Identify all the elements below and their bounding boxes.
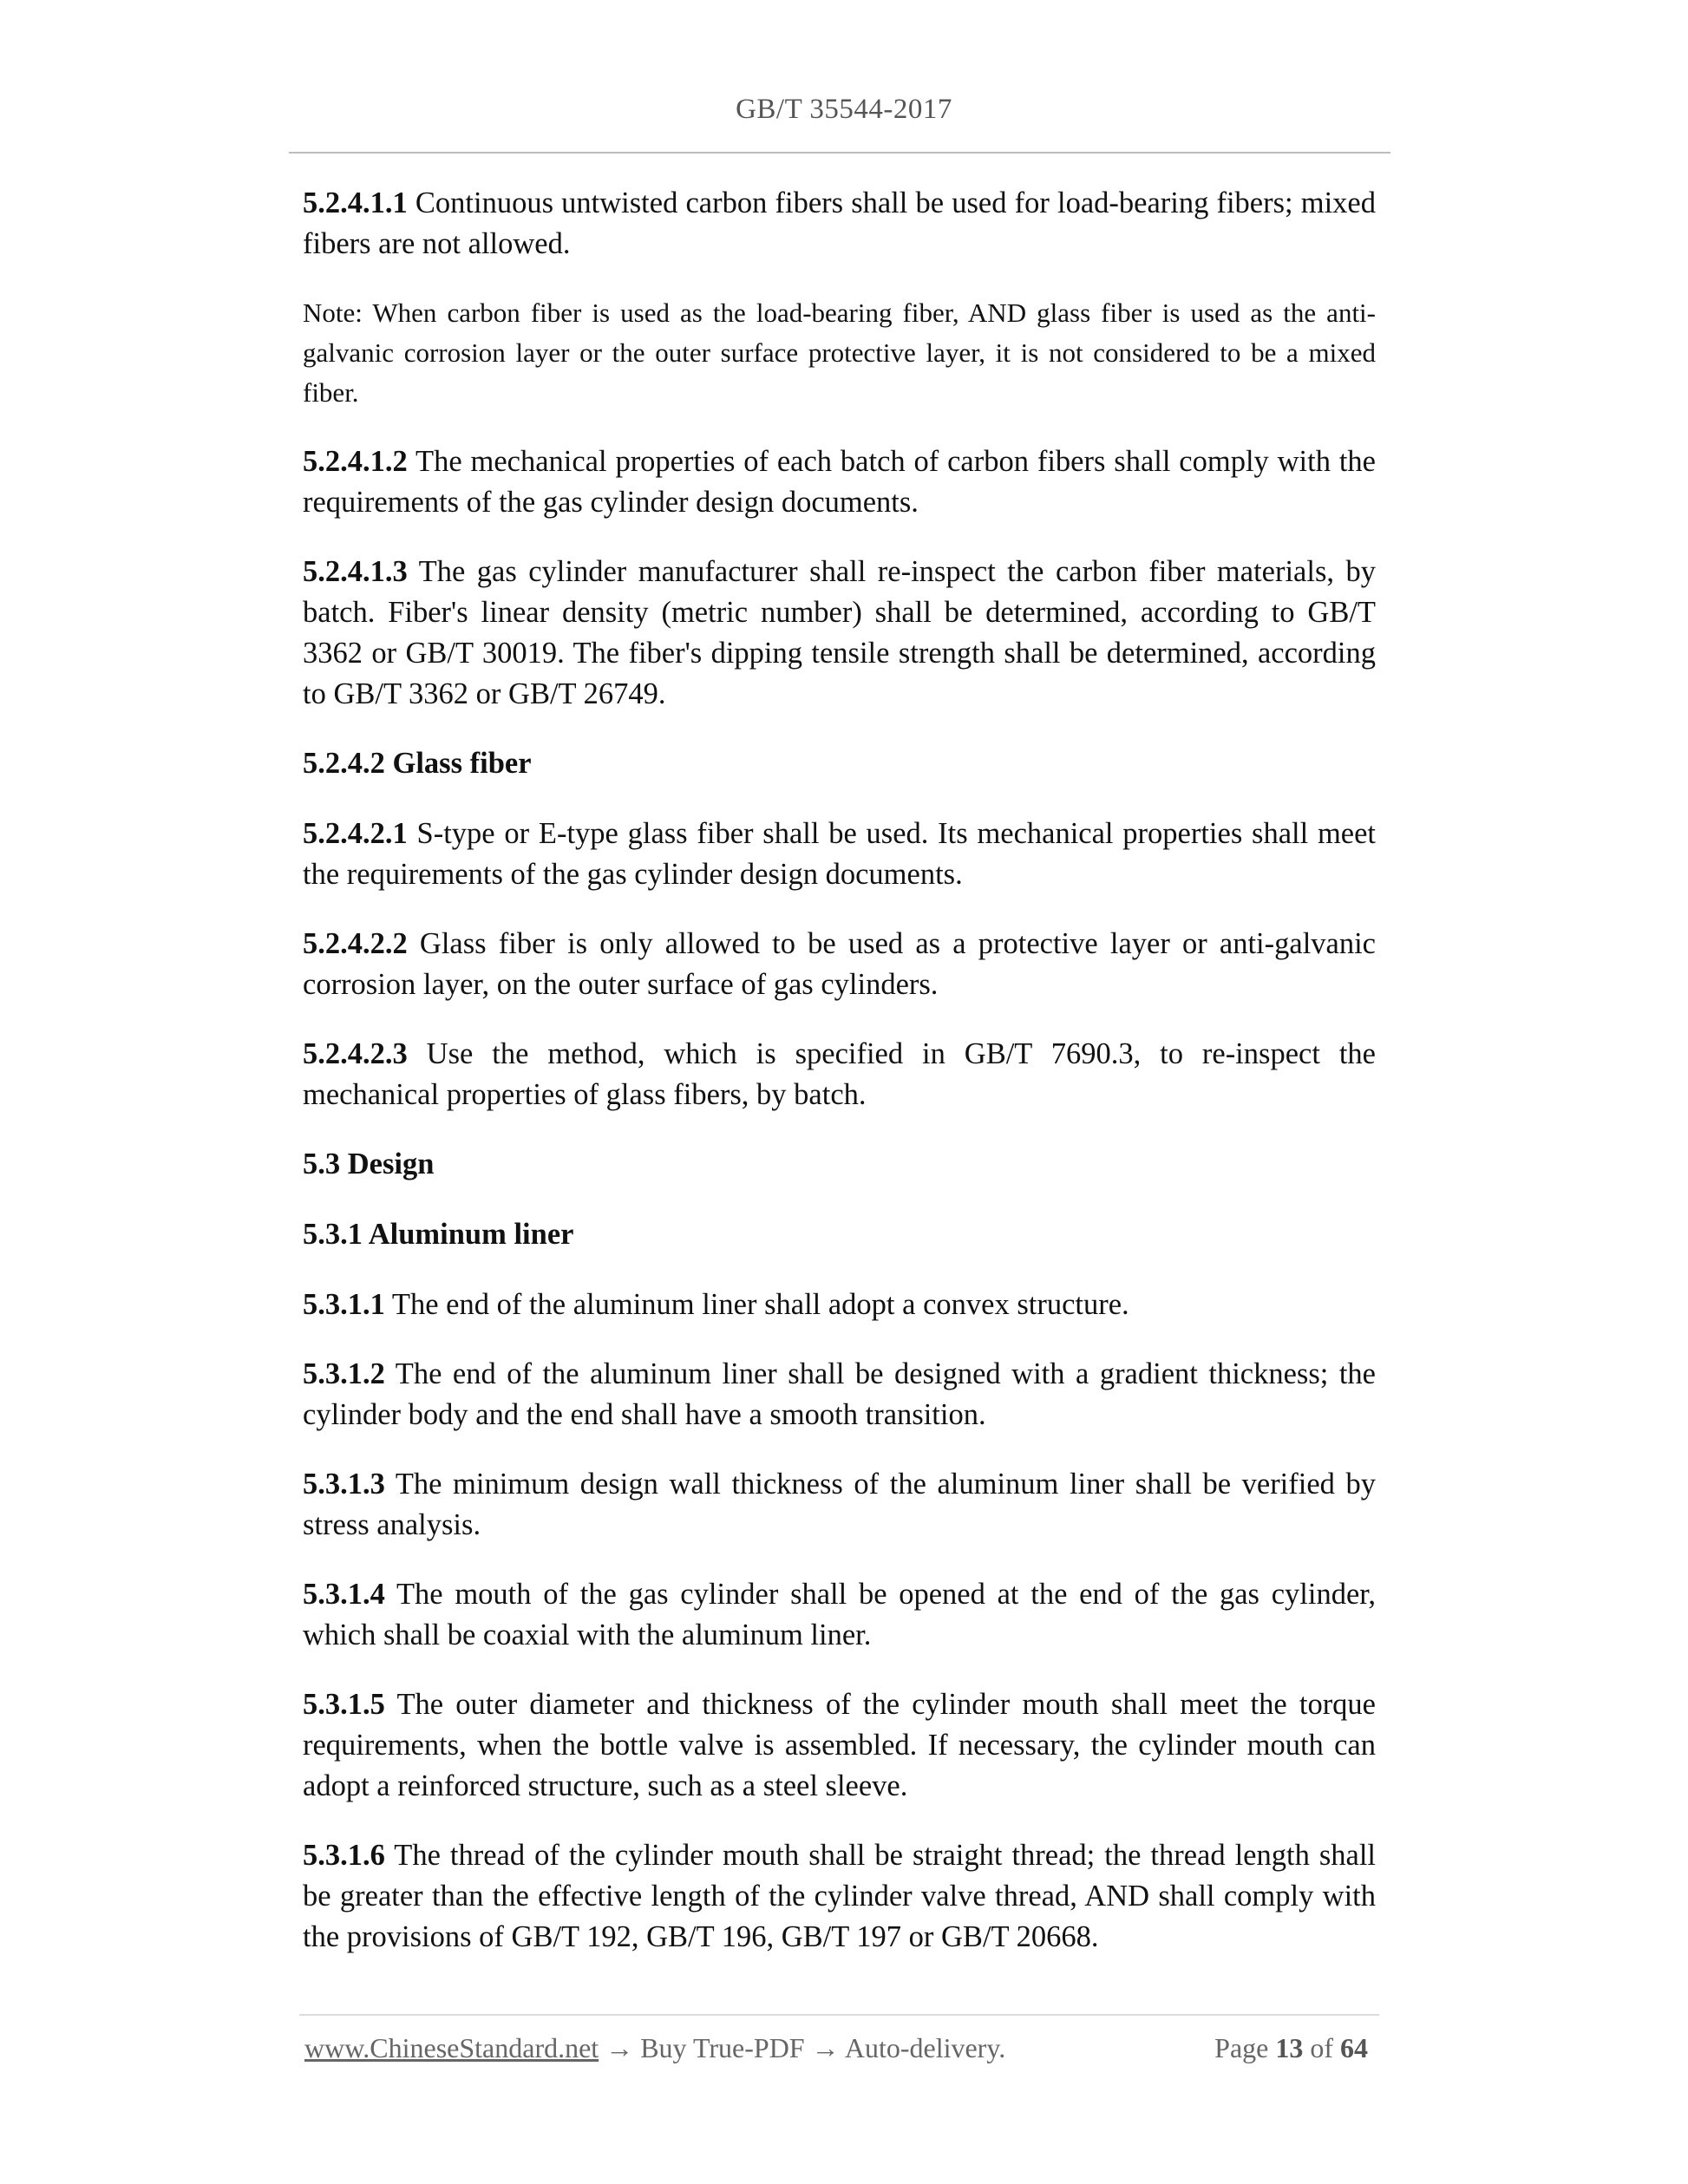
- clause-text: Continuous untwisted carbon fibers shall be used for load-bearing fibers; mixed fibers are not allowed.: [303, 186, 1376, 260]
- section-heading-design: 5.3 Design: [303, 1148, 435, 1180]
- page-number: 13: [1275, 2032, 1304, 2063]
- clause-number: 5.3.1.2: [303, 1357, 385, 1390]
- arrow-right-icon: →: [599, 2032, 641, 2063]
- clause-5-3-1-5: [303, 1684, 1376, 1807]
- section-heading-glass-fiber: 5.2.4.2 Glass fiber: [303, 747, 532, 780]
- clause-number: 5.2.4.1.1: [303, 186, 408, 219]
- clause-number: 5.3.1.3: [303, 1468, 385, 1501]
- clause-5-2-4-1-2: [303, 441, 1376, 523]
- clause-text: The outer diameter and thickness of the cylinder mouth shall meet the torque requirements, when the bottle valve is assembled. If necessary, the cylinder mouth can adopt a reinforced structure, such as a steel sleeve.: [303, 1688, 1376, 1802]
- clause-text: The mechanical properties of each batch of carbon fibers shall comply with the requirements of the gas cylinder design documents.: [303, 445, 1376, 519]
- clause-text: The end of the aluminum liner shall adopt a convex structure.: [384, 1288, 1129, 1321]
- clause-text: S-type or E-type glass fiber shall be used. Its mechanical properties shall meet the requirements of the gas cylinder design documents.: [303, 817, 1376, 891]
- arrow-right-icon: →: [804, 2032, 845, 2063]
- clause-number: 5.3.1.1: [303, 1288, 385, 1321]
- clause-5-3-1-3: [303, 1464, 1376, 1546]
- clause-5-3-1-6: [303, 1835, 1376, 1958]
- clause-text: Use the method, which is specified in GB/T 7690.3, to re-inspect the mechanical properties of glass fibers, by batch.: [303, 1037, 1376, 1111]
- clause-text: The mouth of the gas cylinder shall be opened at the end of the gas cylinder, which shall be coaxial with the aluminum liner.: [303, 1578, 1376, 1651]
- clause-text: The end of the aluminum liner shall be designed with a gradient thickness; the cylinder body and the end shall have a smooth transition.: [303, 1357, 1376, 1431]
- clause-number: 5.2.4.2.1: [303, 817, 408, 850]
- clause-text: The gas cylinder manufacturer shall re-inspect the carbon fiber materials, by batch. Fiber's linear density (metric number) shall be determined, according to GB/T 3362 or GB/T 30019. The fiber's dipping tensile strength shall be determined, according to GB/T 3362 or GB/T 26749.: [303, 555, 1376, 710]
- header-divider: [289, 152, 1390, 154]
- clause-text: Glass fiber is only allowed to be used as a protective layer or anti-galvanic corrosion layer, on the outer surface of gas cylinders.: [303, 927, 1376, 1001]
- clause-text: The thread of the cylinder mouth shall be straight thread; the thread length shall be greater than the effective length of the cylinder valve thread, AND shall comply with the provisions of GB/T 192, GB/T 196, GB/T 197 or GB/T 20668.: [303, 1839, 1376, 1953]
- buy-pdf-text: Buy True-PDF: [640, 2032, 805, 2063]
- page-label: Page: [1214, 2032, 1269, 2063]
- document-header-title: GB/T 35544-2017: [736, 94, 952, 125]
- section-heading-aluminum-liner: 5.3.1 Aluminum liner: [303, 1218, 574, 1251]
- footer-promo: [304, 2032, 1005, 2064]
- page-total: 64: [1340, 2032, 1368, 2063]
- site-link[interactable]: www.ChineseStandard.net: [304, 2032, 599, 2063]
- clause-number: 5.2.4.1.2: [303, 445, 408, 478]
- clause-5-3-1-4: [303, 1574, 1376, 1656]
- document-body: [303, 183, 1376, 1986]
- clause-number: 5.3.1.4: [303, 1578, 385, 1611]
- clause-number: 5.3.1.6: [303, 1839, 385, 1872]
- of-label: of: [1310, 2032, 1333, 2063]
- page-indicator: [1214, 2032, 1368, 2064]
- clause-number: 5.3.1.5: [303, 1688, 385, 1721]
- clause-5-2-4-2-2: [303, 924, 1376, 1005]
- clause-5-3-1-1: [303, 1285, 1376, 1325]
- clause-5-2-4-1-1: [303, 183, 1376, 265]
- clause-text: The minimum design wall thickness of the aluminum liner shall be verified by stress analysis.: [303, 1468, 1376, 1541]
- clause-5-3-1-2: [303, 1354, 1376, 1435]
- clause-5-2-4-2-1: [303, 814, 1376, 895]
- clause-5-2-4-1-3: [303, 552, 1376, 715]
- clause-number: 5.2.4.2.3: [303, 1037, 408, 1070]
- auto-delivery-text: Auto-delivery.: [844, 2032, 1006, 2063]
- clause-number: 5.2.4.1.3: [303, 555, 408, 588]
- note-paragraph: Note: When carbon fiber is used as the load-bearing fiber, AND glass fiber is used as the anti-galvanic corrosion layer or the outer surface protective layer, it is not considered to be a mixed fiber.: [303, 298, 1376, 408]
- clause-number: 5.2.4.2.2: [303, 927, 408, 960]
- clause-5-2-4-2-3: [303, 1034, 1376, 1115]
- footer-divider: [299, 2014, 1379, 2016]
